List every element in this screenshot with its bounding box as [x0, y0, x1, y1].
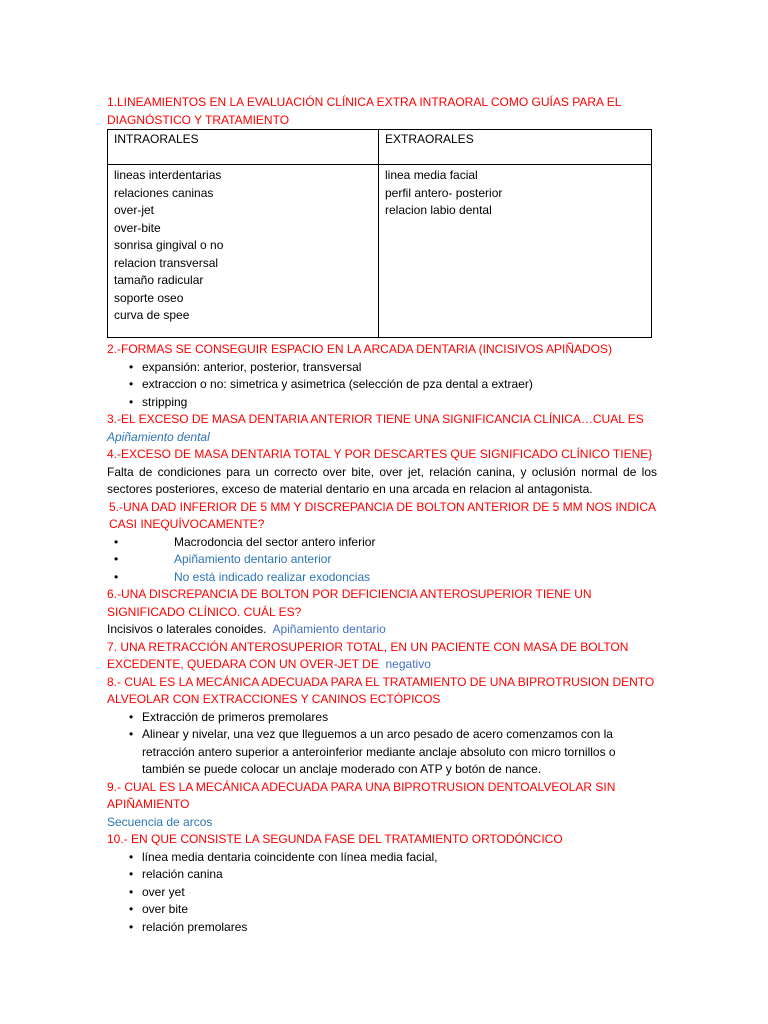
- table-item: tamaño radicular: [114, 273, 204, 287]
- table-item: lineas interdentarias: [114, 168, 222, 182]
- document-page: [107, 94, 657, 936]
- evaluation-table: [107, 129, 652, 338]
- question-8-title: 8.- CUAL ES LA MECÁNICA ADECUADA PARA EL TRATAMIENTO DE UNA BIPROTRUSION DENTO ALVEOLAR CON EXTRACCIONES Y CANINOS ECTÓPICOS: [107, 674, 655, 706]
- list-item: • Extracción de primeros premolares: [142, 709, 657, 727]
- question-2-list: [107, 359, 657, 412]
- table-item: relacion transversal: [114, 255, 219, 270]
- intraorales-cell: [108, 165, 379, 338]
- answer-highlight: negativo: [385, 657, 431, 671]
- table-header-intraorales: INTRAORALES: [108, 130, 379, 165]
- question-9-title: 9.- CUAL ES LA MECÁNICA ADECUADA PARA UNA BIPROTRUSION DENTOALVEOLAR SIN APIÑAMIENTO: [107, 779, 616, 811]
- table-item: relacion labio dental: [385, 203, 492, 217]
- question-3-answer: Apiñamiento dental: [107, 429, 210, 444]
- question-8-list: [107, 709, 657, 779]
- question-10-list: [107, 849, 657, 937]
- table-item: over-bite: [114, 220, 161, 235]
- list-item: • línea media dentaria coincidente con línea media facial,: [142, 849, 657, 867]
- table-item: sonrisa gingival o no: [114, 238, 224, 252]
- list-item: • extraccion o no: simetrica y asimetrica (selección de pza dental a extraer): [142, 376, 657, 394]
- list-item: • expansión: anterior, posterior, transversal: [142, 359, 657, 377]
- table-item: curva de spee: [114, 308, 190, 322]
- question-4-answer: Falta de condiciones para un correcto over bite, over jet, relación canina, y oclusión normal de los sectores posteriores, exceso de material dentario en una arcada en relacion al antagonista.: [107, 464, 657, 496]
- question-7-title: [107, 639, 657, 674]
- question-text: 7. UNA RETRACCIÓN ANTEROSUPERIOR TOTAL, EN UN PACIENTE CON MASA DE BOLTON EXCEDENTE, QUEDARA CON UN OVER-JET DE: [107, 639, 629, 671]
- list-item: • Alinear y nivelar, una vez que lleguemos a un arco pesado de acero comenzamos con la retracción antero superior a anteroinferior mediante anclaje absoluto con micro tornillos o también se puede colocar un anclaje moderado con ATP y botón de nance.: [142, 726, 657, 779]
- list-item: • Macrodoncia del sector antero inferior: [174, 534, 657, 552]
- list-item: • Apiñamiento dentario anterior: [174, 551, 657, 569]
- question-10-title: 10.- EN QUE CONSISTE LA SEGUNDA FASE DEL TRATAMIENTO ORTODÓNCICO: [107, 832, 563, 846]
- list-item: • relación canina: [142, 866, 657, 884]
- list-item: • over yet: [142, 884, 657, 902]
- question-4-title: 4.-EXCESO DE MASA DENTARIA TOTAL Y POR DESCARTES QUE SIGNIFICADO CLÍNICO TIENE}: [107, 447, 653, 461]
- list-item: • relación premolares: [142, 919, 657, 937]
- table-item: soporte oseo: [114, 290, 184, 305]
- question-3-title: 3.-EL EXCESO DE MASA DENTARIA ANTERIOR TIENE UNA SIGNIFICANCIA CLÍNICA…CUAL ES: [107, 412, 644, 426]
- list-item: • stripping: [142, 394, 657, 412]
- question-9-answer: Secuencia de arcos: [107, 814, 213, 829]
- list-item: • No está indicado realizar exodoncias: [174, 569, 657, 587]
- table-item: over-jet: [114, 203, 155, 217]
- question-1-title: 1.LINEAMIENTOS EN LA EVALUACIÓN CLÍNICA EXTRA INTRAORAL COMO GUÍAS PARA EL DIAGNÓSTICO Y TRATAMIENTO: [107, 95, 621, 127]
- question-6-title: 6.-UNA DISCREPANCIA DE BOLTON POR DEFICIENCIA ANTEROSUPERIOR TIENE UN SIGNIFICADO CLÍNICO. CUÁL ES?: [107, 587, 592, 619]
- table-header-extraorales: EXTRAORALES: [379, 130, 652, 165]
- table-item: linea media facial: [385, 168, 478, 182]
- question-2-title: 2.-FORMAS SE CONSEGUIR ESPACIO EN LA ARCADA DENTARIA (INCISIVOS APIÑADOS): [107, 342, 613, 356]
- question-5-list: [107, 534, 657, 587]
- answer-text: Incisivos o laterales conoides.: [107, 622, 267, 636]
- list-item: • over bite: [142, 901, 657, 919]
- question-5-title: 5.-UNA DAD INFERIOR DE 5 MM Y DISCREPANCIA DE BOLTON ANTERIOR DE 5 MM NOS INDICA CASI INEQUÍVOCAMENTE?: [109, 499, 656, 531]
- answer-highlight: Apiñamiento dentario: [272, 622, 386, 636]
- table-item: perfil antero- posterior: [385, 185, 503, 200]
- table-item: relaciones caninas: [114, 185, 214, 200]
- question-6-answer: [107, 621, 657, 639]
- extraorales-cell: [379, 165, 652, 338]
